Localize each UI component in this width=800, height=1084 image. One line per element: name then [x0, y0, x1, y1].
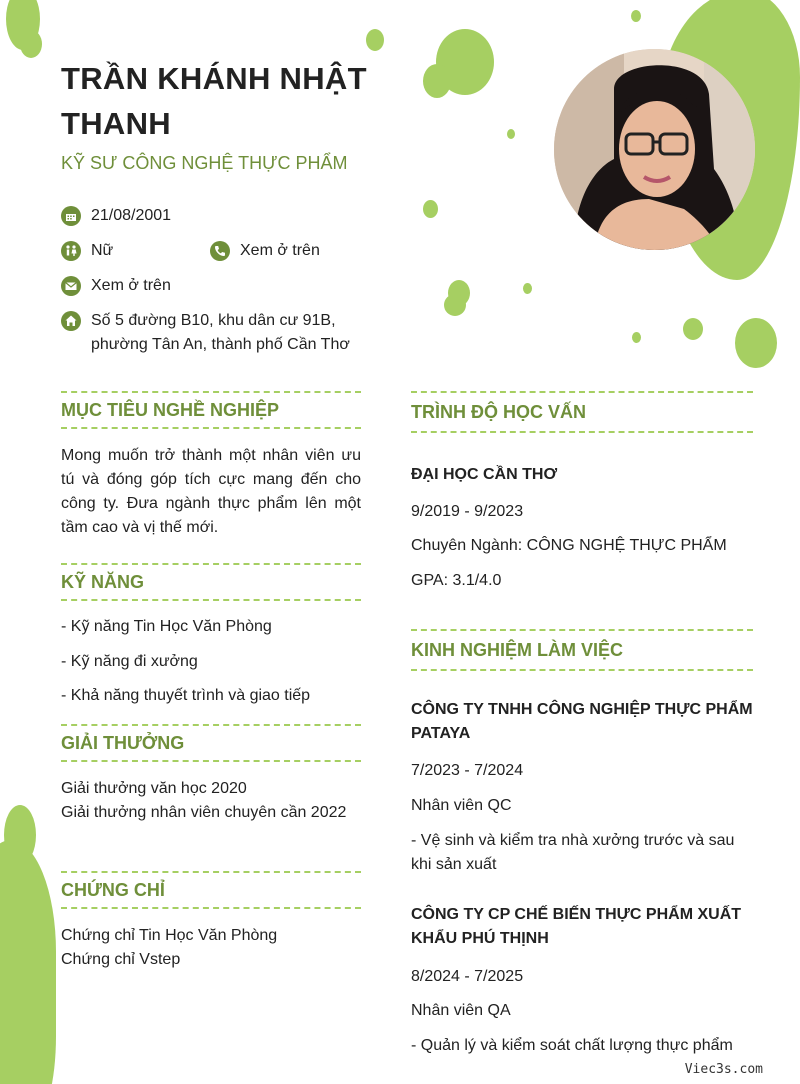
certificate-item: Chứng chỉ Tin Học Văn Phòng [61, 927, 278, 944]
job-description: - Vệ sinh và kiểm tra nhà xưởng trước và sau khi sản xuất [411, 832, 735, 873]
contact-address [61, 309, 350, 357]
decor-dot [507, 129, 515, 139]
gender-icon [61, 241, 81, 261]
education-period: 9/2019 - 9/2023 [411, 503, 524, 520]
education-major: Chuyên Ngành: CÔNG NGHỆ THỰC PHẨM [411, 537, 727, 554]
section-heading-objective: MỤC TIÊU NGHỀ NGHIỆP [61, 391, 361, 429]
section-heading-skills: KỸ NĂNG [61, 563, 361, 601]
email-icon [61, 276, 81, 296]
decor-dot [683, 318, 703, 340]
section-heading-experience: KINH NGHIỆM LÀM VIỆC [411, 629, 753, 671]
decor-dot [423, 64, 451, 98]
email-text: Xem ở trên [91, 277, 171, 294]
skill-item: - Kỹ năng Tin Học Văn Phòng [61, 618, 272, 635]
birthday-text: 21/08/2001 [91, 207, 172, 224]
skill-item: - Khả năng thuyết trình và giao tiếp [61, 687, 311, 704]
contact-gender [61, 239, 113, 263]
phone-text: Xem ở trên [240, 242, 320, 259]
job-description: - Quản lý và kiểm soát chất lượng thực phẩm [411, 1037, 733, 1054]
job-company: CÔNG TY CP CHẾ BIẾN THỰC PHẨM XUẤT KHẨU PHÚ THỊNH [411, 906, 742, 947]
phone-icon [210, 241, 230, 261]
contact-email [61, 274, 171, 298]
job-period: 7/2023 - 7/2024 [411, 762, 524, 779]
award-item: Giải thưởng nhân viên chuyên cần 2022 [61, 804, 347, 821]
decor-dot [444, 294, 466, 316]
candidate-name: TRẦN KHÁNH NHẬT THANH [61, 61, 367, 141]
profile-photo [554, 49, 755, 250]
job-role: Nhân viên QC [411, 797, 512, 814]
award-item: Giải thưởng văn học 2020 [61, 780, 247, 797]
decor-dot [423, 200, 438, 218]
job-period: 8/2024 - 7/2025 [411, 968, 524, 985]
education-gpa: GPA: 3.1/4.0 [411, 572, 502, 589]
watermark: Viec3s.com [684, 1062, 763, 1077]
job-title: KỸ SƯ CÔNG NGHỆ THỰC PHẨM [61, 153, 348, 173]
address-line-2: phường Tân An, thành phố Cần Thơ [91, 336, 350, 353]
job-role: Nhân viên QA [411, 1002, 511, 1019]
decor-dot [20, 30, 42, 58]
decor-dot [735, 318, 777, 368]
portrait-illustration [554, 49, 755, 250]
decor-blob-bottom-left [0, 840, 56, 1084]
address-line-1: Số 5 đường B10, khu dân cư 91B, [91, 312, 336, 329]
decor-dot [366, 29, 384, 51]
decor-dot [632, 332, 641, 343]
decor-dot [523, 283, 532, 294]
contact-birthday [61, 204, 171, 228]
school-name: ĐẠI HỌC CẦN THƠ [411, 466, 558, 483]
job-company: CÔNG TY TNHH CÔNG NGHIỆP THỰC PHẨM PATAYA [411, 701, 753, 742]
calendar-icon [61, 206, 81, 226]
skill-item: - Kỹ năng đi xưởng [61, 653, 198, 670]
decor-dot [631, 10, 641, 22]
section-heading-certificates: CHỨNG CHỈ [61, 871, 361, 909]
objective-text: Mong muốn trở thành một nhân viên ưu tú và đóng góp tích cực mang đến cho công ty. Đưa ngành thực phẩm lên một tầm cao và vị thế mới. [61, 447, 361, 536]
section-heading-education: TRÌNH ĐỘ HỌC VẤN [411, 391, 753, 433]
section-heading-awards: GIẢI THƯỞNG [61, 724, 361, 762]
home-icon [61, 311, 81, 331]
gender-text: Nữ [91, 242, 114, 259]
certificate-item: Chứng chỉ Vstep [61, 951, 181, 968]
contact-phone [210, 239, 320, 263]
